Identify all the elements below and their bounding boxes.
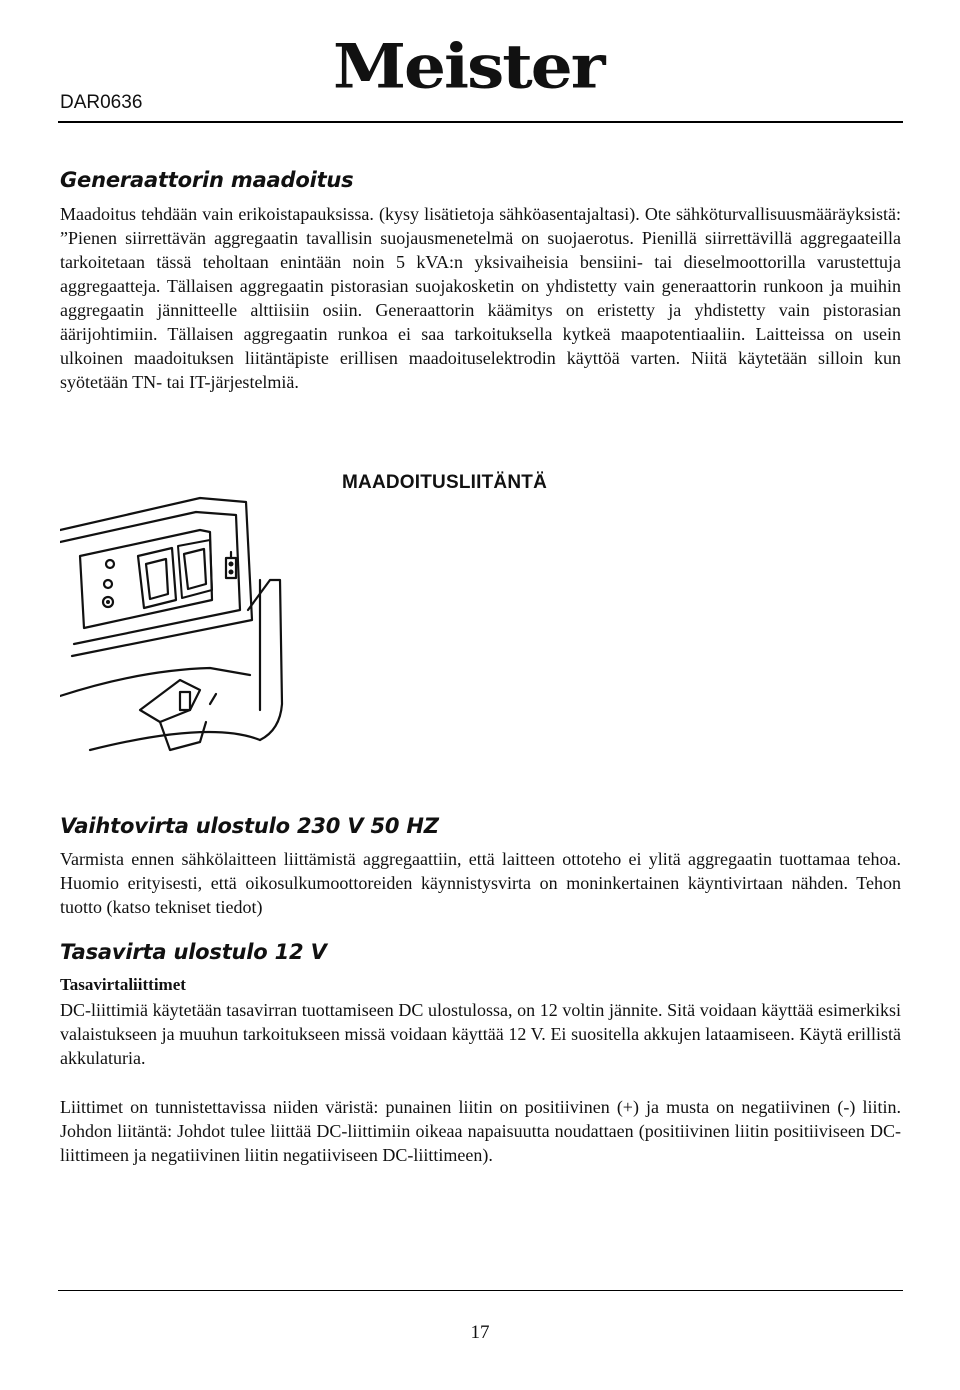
generator-panel-illustration: [60, 460, 620, 780]
dc-output-paragraph-1: DC-liittimiä käytetään tasavirran tuottamiseen DC ulostulossa, on 12 voltin jännite. Sitä voidaan käyttää esimerkiksi valaistukseen ja muuhun tarkoitukseen missä voidaan käyttää 12 V. Ei suositella akkujen lataamiseen. Käytä erillistä akkulaturia.: [60, 1000, 901, 1068]
model-number: DAR0636: [60, 92, 143, 113]
page-header: [0, 0, 960, 124]
brand-logo: Meister: [333, 30, 604, 103]
page-number: 17: [470, 1322, 490, 1343]
grounding-figure: [60, 460, 620, 780]
footer-divider: [58, 1290, 903, 1291]
grounding-paragraph: Maadoitus tehdään vain erikoistapauksissa. (kysy lisätietoja sähköasentajaltasi). Ote sähköturvallisuusmääräyksistä: ”Pienen siirrettävän aggregaatin tavallisin suojausmenetelmä on suojaerotus. Pienillä siirrettävillä aggregaateilla tarkoitetaan tässä teholtaan enintään noin 5 kVA:n yksivaiheisia bensiini- tai dieselmoottorilla varustettuja aggregaatteja. Tällaisen aggregaatin pistorasian suojakosketin on yhdistetty vain generaattorin runkoon ja muihin aggregaatin jännitteelle alttiisiin osiin. Generaattorin käämitys on eristetty ja yhdistetty vain pistorasian äärijohtimiin. Tällaisen aggregaatin runkoa ei saa tarkoituksella kytkeä maapotentiaaliin. Laitteissa on usein ulkoinen maadoituksen liitäntäpiste erillisen maadoituselektrodin käyttöä varten. Niitä käytetään silloin kun syötetään TN- tai IT-järjestelmiä.: [60, 204, 901, 392]
section-title-grounding: Generaattorin maadoitus: [60, 168, 354, 192]
ac-output-paragraph: Varmista ennen sähkölaitteen liittämistä aggregaattiin, että laitteen ottoteho ei ylitä aggregaatin tuottamaa tehoa. Huomio erityisesti, että oikosulkumoottoreiden käynnistysvirta on moninkertainen käyntivirtaan nähden. Tehon tuotto (katso tekniset tiedot): [60, 849, 901, 917]
dc-connectors-heading: Tasavirtaliittimet: [60, 975, 186, 994]
section-title-ac-output: Vaihtovirta ulostulo 230 V 50 HZ: [60, 814, 439, 838]
dc-output-paragraph-2: Liittimet on tunnistettavissa niiden väristä: punainen liitin on positiivinen (+) ja musta on negatiivinen (-) liitin. Johdon liitäntä: Johdot tulee liittää DC-liittimiin oikeaa napaisuutta noudattaen (positiivinen liitin positiiviseen DC-liittimeen ja negatiivinen liitin negatiiviseen DC-liittimeen).: [60, 1097, 901, 1165]
section-title-dc-output: Tasavirta ulostulo 12 V: [60, 940, 327, 964]
header-divider: [58, 121, 903, 123]
figure-label: MAADOITUSLIITÄNTÄ: [342, 472, 547, 493]
